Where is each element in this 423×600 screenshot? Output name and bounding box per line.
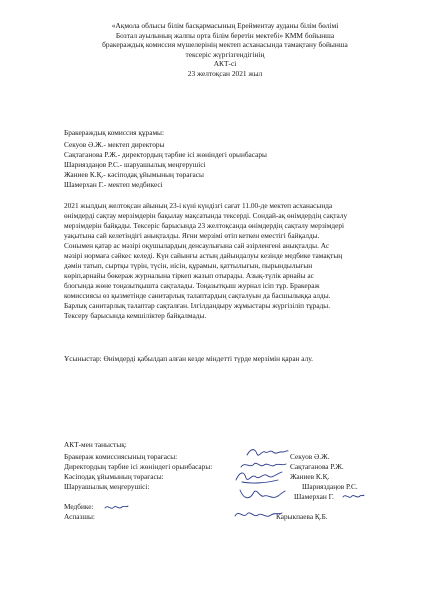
signature-nurse bbox=[103, 502, 129, 512]
header-line: Бозтал ауылының жалпы орта білім беретін мектебі» КММ бойынша bbox=[115, 30, 335, 40]
inspection-body bbox=[64, 201, 396, 321]
member-item: Секуов Ә.Ж.- мектеп директоры bbox=[64, 140, 165, 149]
body-line: комиссиясы өз қызметінде санитарлық талаптардың сақталуын да басшылыққа алды. bbox=[64, 291, 331, 300]
body-line: дәмін татып, сыртқы түрін, түсін, иісін, құрамын, қаттылығын, пырындылығын bbox=[64, 261, 313, 270]
commission-heading: Бракераждық комиссия құрамы: bbox=[64, 128, 164, 137]
header-line: «Ақмола облысы білім басқармасының Ерейментау ауданы білім бөлімі bbox=[111, 21, 339, 30]
signoff-heading: АКТ-мен таныстық: bbox=[64, 440, 127, 449]
signoff-role: Кәсіподақ ұйымының төрағасы: bbox=[64, 472, 164, 481]
body-line: өнімдерді сақтау мерзімдерін бақылау мақсатында тексерді. Сондай-ақ өнімдердің сақталу bbox=[64, 211, 348, 220]
signoff-row bbox=[64, 452, 394, 462]
signoff-row bbox=[64, 472, 394, 482]
member-item: Шарияздаңов Р.С.- шаруашылық меңгерушісі bbox=[64, 160, 206, 169]
member-item: Жаниев К.Қ.- кәсіподақ ұйымының төрағасы bbox=[64, 170, 204, 179]
signoff-name: Шамерхан Г. bbox=[294, 492, 334, 501]
body-line: 2021 жылдың желтоқсан айының 23-і күні күндізгі сағат 11.00-де мектеп асханасында bbox=[64, 201, 333, 210]
signoff-name: Карыкпаева Қ.Б. bbox=[276, 512, 328, 521]
body-line: уақытына сай келетіндігі анықталды. Яғни мерзімі өтіп кеткен еместігі байқалды. bbox=[64, 231, 320, 240]
body-line: блогында жөне тоңазытқышта сақталады. Тоңазытқыш журнал ісіп тұр. Бракераж bbox=[64, 281, 320, 290]
recommendation-note: Ұсыныстар: Өнімдерді қабылдап алған кезде міндетті түрде мерзімін қаран алу. bbox=[64, 354, 313, 363]
header-line: тексеріс жүргізгендігінің bbox=[185, 49, 265, 59]
body-line: мәзірі нормаға сәйкес келеді. Күн сайынғы астың дайындалуы кезінде медбике тамақтың bbox=[64, 251, 343, 260]
body-line: Сонымен қатар ас мәзірі оқушылардың денсаулығына сай әзірленгені анықталды. Ас bbox=[64, 241, 330, 250]
signoff-name: Сақтаганова Р.Ж. bbox=[290, 462, 344, 471]
body-line: Барлық санитарлық талаптар сақталған. Ілгілдандыру жұмыстары жүргізіліп тұрады. bbox=[64, 301, 331, 310]
act-title: АКТ-сі bbox=[213, 59, 237, 69]
signature-union bbox=[232, 468, 284, 486]
commission-members bbox=[64, 140, 267, 190]
signoff-role: Аспазшы: bbox=[64, 512, 95, 521]
signoff-role: Директордың тәрбие ісі жөніндегі орынбасары: bbox=[64, 462, 213, 471]
signoff-name: Жаниев К.Қ. bbox=[290, 472, 330, 481]
signoff-row bbox=[64, 512, 394, 522]
signoff-role: Шаруашылық меңгерушісі: bbox=[64, 482, 150, 491]
body-line: Тексеру барысында кемшіліктер байқалмады. bbox=[64, 311, 207, 320]
signoff-role: Бракераж комиссиясының төрағасы: bbox=[64, 452, 178, 461]
member-item: Сақтаганова Р.Ж.- директордың тәрбие ісі жөніндегі орынбасары bbox=[64, 150, 267, 159]
signoff-name: Шарияздаңов Р.С. bbox=[302, 482, 358, 491]
body-line: көріп,арнайы бөкераж журналына тіркеп жазып отырады. Азық-түлік арнайы ас bbox=[64, 271, 314, 280]
header-line: бракераждық комиссия мүшелерінің мектеп асханасында тамақтану бойынша bbox=[102, 40, 348, 50]
signature-chairman bbox=[245, 446, 289, 460]
signoff-name: Секуов Ә.Ж. bbox=[290, 452, 330, 461]
signoff-row bbox=[64, 462, 394, 472]
signoff-role: Медбике: bbox=[64, 502, 94, 511]
document-header bbox=[60, 21, 390, 79]
member-item: Шамерхан Г.- мектеп медбикесі bbox=[64, 180, 163, 189]
signature-household bbox=[236, 486, 286, 504]
signature-cook bbox=[232, 506, 284, 524]
body-line: мерзімдерін байқады. Тексеріс барысында 23 желтоқсанда өнімдердің сақталу мерзімдері bbox=[64, 221, 344, 230]
act-date: 23 желтоқсан 2021 жыл bbox=[187, 68, 263, 78]
signature-nurse-alt bbox=[341, 491, 365, 501]
